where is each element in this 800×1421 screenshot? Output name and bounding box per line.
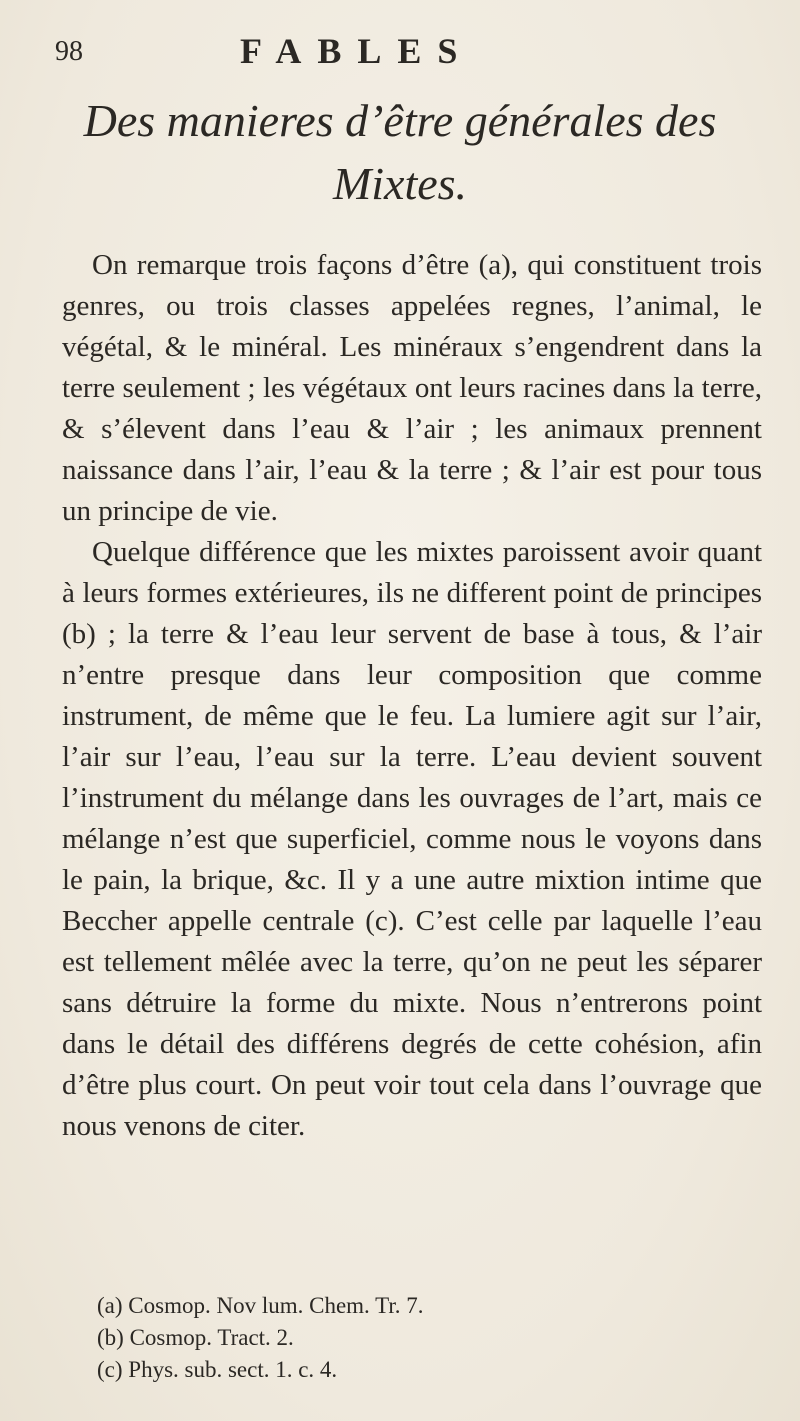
section-title-line-2: Mixtes.: [332, 158, 468, 209]
paragraph: On remarque trois façons d’être (a), qui constituent trois genres, ou trois classes appelées regnes, l’animal, le végétal, & le minéral. Les minéraux s’engendrent dans la terre seulement ; les végétaux ont leurs racines dans la terre, & s’élevent dans l’eau & l’air ; les animaux prennent naissance dans l’air, l’eau & la terre ; & l’air est pour tous un principe de vie.: [62, 249, 762, 527]
body-text: [62, 245, 762, 1147]
page-header: [55, 30, 755, 80]
footnotes: [97, 1290, 747, 1386]
footnote: (b) Cosmop. Tract. 2.: [97, 1325, 294, 1350]
page-number: 98: [55, 36, 83, 67]
running-head: FABLES: [240, 31, 474, 71]
paragraph: Quelque différence que les mixtes paroissent avoir quant à leurs formes extérieures, ils ne different point de principes (b) ; la terre & l’eau leur servent de base à tous, & l’air n’entre presque dans leur composition que comme instrument, de même que le feu. La lumiere agit sur l’air, l’air sur l’eau, l’eau sur la terre. L’eau devient souvent l’instrument du mélange dans les ouvrages de l’art, mais ce mélange n’est que superficiel, comme nous le voyons dans le pain, la brique, &c. Il y a une autre mixtion intime que Beccher appelle centrale (c). C’est celle par laquelle l’eau est tellement mêlée avec la terre, qu’on ne peut les séparer sans détruire la forme du mixte. Nous n’entrerons point dans le détail des différens degrés de cette cohésion, afin d’être plus court. On peut voir tout cela dans l’ouvrage que nous venons de citer.: [62, 536, 762, 1142]
section-title-line-1: Des manieres d’être générales des: [83, 95, 717, 146]
footnote: (a) Cosmop. Nov lum. Chem. Tr. 7.: [97, 1293, 424, 1318]
footnote: (c) Phys. sub. sect. 1. c. 4.: [97, 1357, 338, 1382]
